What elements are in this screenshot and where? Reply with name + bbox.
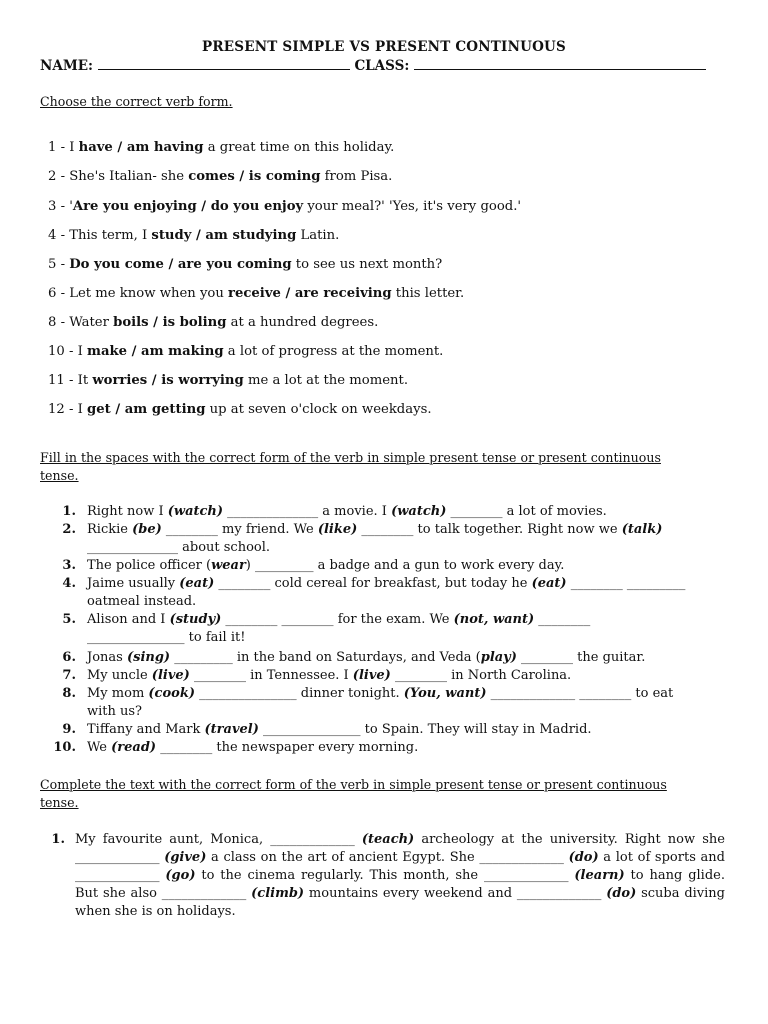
choice-item <box>48 257 442 272</box>
choice-item <box>48 373 408 388</box>
fill-item <box>87 503 687 521</box>
item-number: 2 - <box>48 169 70 184</box>
verb-choice: worries / is worrying <box>92 373 244 388</box>
choice-item <box>48 199 521 214</box>
fill-item <box>87 557 687 575</box>
item-number: 6 - <box>48 286 70 301</box>
item-text: Latin. <box>296 228 340 243</box>
verb-prompt: (watch) <box>391 504 447 519</box>
item-text: ________ in Tennessee. I <box>189 668 353 683</box>
verb-prompt: (travel) <box>204 722 259 737</box>
fill-item <box>87 685 687 721</box>
item-text: ________ my friend. We <box>161 522 318 537</box>
item-text: ________ to talk together. Right now we <box>357 522 622 537</box>
verb-prompt: (be) <box>132 522 162 537</box>
verb-prompt: play) <box>480 650 517 665</box>
item-text: I <box>77 344 88 359</box>
item-text: Right now I <box>87 504 168 519</box>
verb-choice: Are you enjoying / do you enjoy <box>72 199 304 214</box>
choice-item <box>48 169 392 184</box>
verb-prompt: (sing) <box>126 650 171 665</box>
verb-prompt: (like) <box>317 522 358 537</box>
item-text: to the cinema regularly. This month, she _____________ <box>195 868 575 883</box>
fill-item <box>87 739 687 757</box>
section1-instruction: Choose the correct verb form. <box>40 94 233 109</box>
item-text: to see us next month? <box>291 257 443 272</box>
item-text: ________ the guitar. <box>516 650 646 665</box>
item-text: a lot of sports and _____________ <box>75 850 725 883</box>
choice-item <box>48 228 339 243</box>
item-number: 2. <box>62 522 76 537</box>
name-class-line <box>40 57 706 74</box>
choice-item <box>48 140 394 155</box>
item-text: My mom <box>87 686 149 701</box>
verb-choice: receive / are receiving <box>228 286 392 301</box>
item-number: 5 - <box>48 257 70 272</box>
item-text: ________ a lot of movies. <box>446 504 607 519</box>
verb-prompt: (learn) <box>574 868 625 883</box>
item-text: Jaime usually <box>87 576 180 591</box>
item-text: ______________ a movie. I <box>223 504 392 519</box>
choice-item <box>48 286 464 301</box>
item-text: We <box>87 740 112 755</box>
verb-prompt: (eat) <box>531 576 567 591</box>
item-text: ________ cold cereal for breakfast, but today he <box>214 576 532 591</box>
item-number: 5. <box>62 612 76 627</box>
verb-prompt: (eat) <box>179 576 215 591</box>
item-text: My uncle <box>87 668 152 683</box>
verb-prompt: (go) <box>165 868 196 883</box>
choice-item <box>48 315 378 330</box>
verb-choice: make / am making <box>87 344 224 359</box>
paragraph-item <box>75 831 725 921</box>
item-text: My favourite aunt, Monica, _____________ <box>75 832 362 847</box>
item-number: 1. <box>51 832 65 847</box>
section3-instruction: Complete the text with the correct form of the verb in simple present tense or present continuous tense. <box>40 777 667 810</box>
item-text: ' <box>69 199 73 214</box>
verb-choice: boils / is boling <box>113 315 227 330</box>
item-text: I <box>77 402 88 417</box>
item-text: a class on the art of ancient Egypt. She _____________ <box>206 850 569 865</box>
item-number: 1 - <box>48 140 70 155</box>
verb-prompt: (do) <box>606 886 637 901</box>
item-number: 10. <box>53 740 76 755</box>
item-text: Water <box>69 315 114 330</box>
verb-prompt: (talk) <box>621 522 663 537</box>
item-text: ________ the newspaper every morning. <box>156 740 419 755</box>
worksheet-title: PRESENT SIMPLE VS PRESENT CONTINUOUS <box>202 39 566 55</box>
verb-prompt: (cook) <box>148 686 195 701</box>
item-text: ) _________ a badge and a gun to work every day. <box>245 558 565 573</box>
item-text: Rickie <box>87 522 133 537</box>
item-text: up at seven o'clock on weekdays. <box>205 402 432 417</box>
item-text: from Pisa. <box>320 169 393 184</box>
verb-choice: get / am getting <box>87 402 206 417</box>
item-number: 7. <box>62 668 76 683</box>
item-text: _________ in the band on Saturdays, and Veda ( <box>170 650 481 665</box>
item-number: 4. <box>62 576 76 591</box>
item-text: ________ _______________ to fail it! <box>87 612 591 645</box>
item-text: archeology at the university. Right now she _____________ <box>75 832 725 865</box>
verb-prompt: (do) <box>568 850 599 865</box>
item-number: 9. <box>62 722 76 737</box>
verb-prompt: (climb) <box>251 886 305 901</box>
item-text: mountains every weekend and _____________ <box>304 886 607 901</box>
item-text: ________ in North Carolina. <box>390 668 572 683</box>
verb-prompt: (give) <box>164 850 207 865</box>
fill-item <box>87 611 687 647</box>
item-text: ______________ about school. <box>87 540 271 555</box>
verb-prompt: (not, want) <box>453 612 535 627</box>
verb-prompt: (read) <box>111 740 157 755</box>
item-text: scuba diving when she is on holidays. <box>75 886 725 919</box>
item-text: Jonas <box>87 650 127 665</box>
fill-item <box>87 649 687 667</box>
item-text: at a hundred degrees. <box>226 315 379 330</box>
item-text: ________ ________ for the exam. We <box>221 612 454 627</box>
item-text: This term, I <box>69 228 152 243</box>
item-number: 8. <box>62 686 76 701</box>
fill-item <box>87 521 687 557</box>
verb-prompt: (live) <box>151 668 190 683</box>
name-blank[interactable] <box>98 57 350 70</box>
verb-prompt: (You, want) <box>403 686 487 701</box>
verb-choice: study / am studying <box>151 228 297 243</box>
item-number: 12 - <box>48 402 78 417</box>
item-number: 6. <box>62 650 76 665</box>
section2-instruction: Fill in the spaces with the correct form of the verb in simple present tense or present continuous tense. <box>40 450 661 483</box>
item-text: Alison and I <box>87 612 170 627</box>
class-blank[interactable] <box>414 57 706 70</box>
item-text: The police officer ( <box>87 558 212 573</box>
item-number: 11 - <box>48 373 78 388</box>
item-text: _______________ to Spain. They will stay in Madrid. <box>258 722 592 737</box>
item-number: 3 - <box>48 199 70 214</box>
item-number: 10 - <box>48 344 78 359</box>
item-number: 4 - <box>48 228 70 243</box>
choice-item <box>48 402 432 417</box>
verb-choice: have / am having <box>78 140 204 155</box>
verb-prompt: (live) <box>352 668 391 683</box>
item-number: 1. <box>62 504 76 519</box>
verb-choice: Do you come / are you coming <box>69 257 292 272</box>
class-label: CLASS: <box>354 58 410 74</box>
item-text: _____________ ________ to eat with us? <box>87 686 674 719</box>
fill-item <box>87 667 687 685</box>
item-text: a great time on this holiday. <box>203 140 395 155</box>
item-text: It <box>77 373 93 388</box>
item-text: Let me know when you <box>69 286 229 301</box>
item-text: a lot of progress at the moment. <box>223 344 444 359</box>
verb-prompt: (study) <box>169 612 222 627</box>
name-label: NAME: <box>40 58 94 74</box>
item-text: me a lot at the moment. <box>243 373 409 388</box>
item-text: I <box>69 140 79 155</box>
fill-item <box>87 575 687 611</box>
item-text: to hang glide. But she also _____________ <box>75 868 725 901</box>
item-text: your meal?' 'Yes, it's very good.' <box>303 199 522 214</box>
verb-choice: comes / is coming <box>188 169 321 184</box>
item-text: She's Italian- she <box>69 169 189 184</box>
verb-prompt: wear <box>211 558 246 573</box>
fill-item <box>87 721 687 739</box>
verb-prompt: (watch) <box>167 504 224 519</box>
item-text: this letter. <box>391 286 465 301</box>
item-text: _______________ dinner tonight. <box>194 686 404 701</box>
item-number: 3. <box>62 558 76 573</box>
verb-prompt: (teach) <box>361 832 415 847</box>
item-number: 8 - <box>48 315 70 330</box>
item-text: ________ _________ oatmeal instead. <box>87 576 686 609</box>
item-text: Tiffany and Mark <box>87 722 205 737</box>
choice-item <box>48 344 443 359</box>
